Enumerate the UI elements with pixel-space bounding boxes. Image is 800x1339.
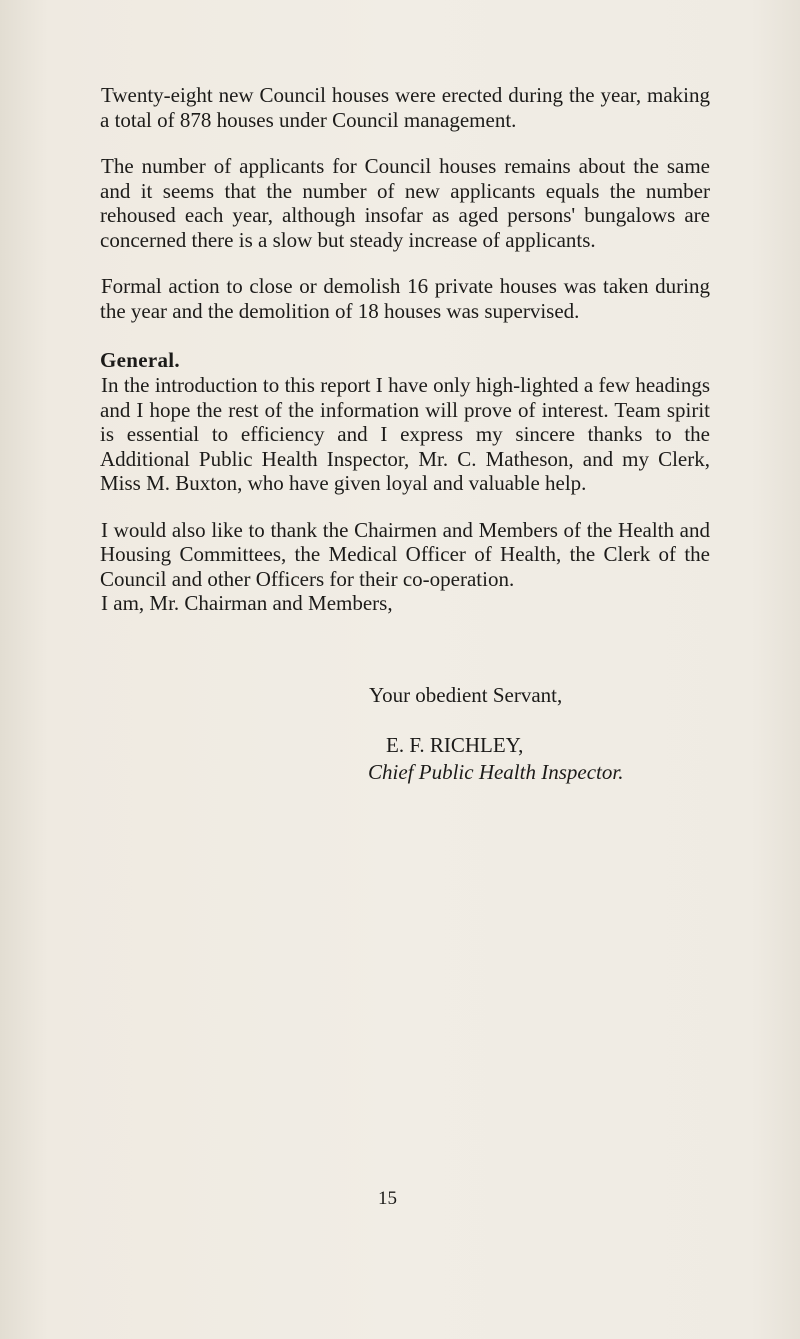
signatory-title: Chief Public Health Inspector. — [368, 760, 624, 784]
page-number: 15 — [378, 1188, 397, 1209]
paragraph-thanks: I would also like to thank the Chairmen and Members of the Health and Housing Committees, the Medical Officer of Health, the Clerk of the Council and other Officers for their co-operation. — [100, 517, 710, 591]
paragraph-introduction: In the introduction to this report I have only high-lighted a few headings and I hope the rest of the information will prove of interest. Team spirit is essential to efficiency and I express my sincere thanks to the Additional Public Health Inspector, Mr. C. Matheson, and my Clerk, Miss M. Buxton, who have given loyal and valuable help. — [100, 373, 710, 495]
signatory-name: E. F. RICHLEY, — [386, 733, 524, 757]
salutation-line: I am, Mr. Chairman and Members, — [101, 591, 393, 615]
paragraph-council-houses: Twenty-eight new Council houses were erected during the year, making a total of 878 houses under Council management. — [100, 83, 710, 132]
body-text — [100, 83, 710, 616]
section-heading-general: General. — [100, 348, 180, 372]
paragraph-formal-action: Formal action to close or demolish 16 private houses was taken during the year and the demolition of 18 houses was supervised. — [100, 274, 710, 323]
closing-valediction: Your obedient Servant, — [369, 683, 563, 707]
paragraph-applicants: The number of applicants for Council houses remains about the same and it seems that the number of new applicants equals the number rehoused each year, although insofar as aged persons' bungalows are concerned there is a slow but steady increase of applicants. — [100, 154, 710, 252]
